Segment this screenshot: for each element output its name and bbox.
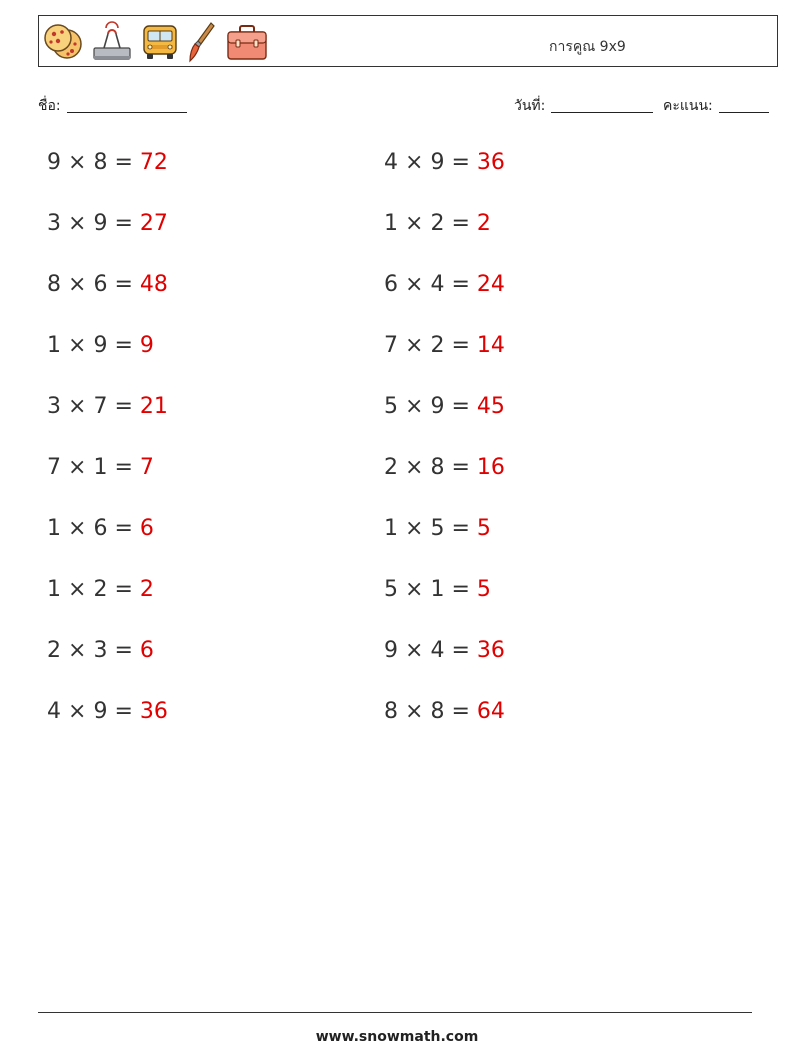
answer: 64: [476, 699, 505, 724]
times-sign: ×: [405, 516, 424, 541]
times-sign: ×: [68, 577, 87, 602]
factor-a: 5: [384, 577, 398, 602]
problem-item: [384, 699, 505, 724]
factor-b: 9: [93, 699, 108, 724]
name-label: ชื่อ:: [38, 98, 61, 114]
times-sign: ×: [68, 150, 87, 175]
date-field: [514, 95, 653, 117]
answer: 5: [476, 516, 491, 541]
problem-item: [47, 699, 168, 724]
problem-item: [47, 272, 168, 297]
problem-item: [384, 455, 505, 480]
answer: 16: [476, 455, 505, 480]
answer: 36: [139, 699, 168, 724]
equals-sign: =: [114, 394, 133, 419]
times-sign: ×: [405, 394, 424, 419]
problem-item: [384, 577, 491, 602]
problem-item: [47, 516, 154, 541]
factor-a: 7: [47, 455, 61, 480]
times-sign: ×: [68, 211, 87, 236]
problem-item: [47, 333, 154, 358]
factor-a: 1: [47, 333, 61, 358]
equals-sign: =: [451, 577, 470, 602]
problem-item: [47, 211, 168, 236]
answer: 6: [139, 516, 154, 541]
answer: 48: [139, 272, 168, 297]
equals-sign: =: [451, 272, 470, 297]
equals-sign: =: [114, 638, 133, 663]
answer: 36: [476, 150, 505, 175]
paintbrush-icon: [187, 20, 217, 64]
equals-sign: =: [451, 516, 470, 541]
problem-item: [47, 577, 154, 602]
factor-b: 9: [430, 394, 445, 419]
factor-b: 8: [430, 699, 445, 724]
factor-a: 5: [384, 394, 398, 419]
factor-a: 3: [47, 211, 61, 236]
factor-a: 6: [384, 272, 398, 297]
problem-item: [384, 333, 505, 358]
factor-a: 2: [47, 638, 61, 663]
problem-item: [384, 272, 505, 297]
times-sign: ×: [405, 333, 424, 358]
factor-b: 7: [93, 394, 108, 419]
factor-b: 1: [93, 455, 108, 480]
equals-sign: =: [114, 333, 133, 358]
factor-a: 9: [47, 150, 61, 175]
answer: 6: [139, 638, 154, 663]
answer: 36: [476, 638, 505, 663]
briefcase-icon: [225, 20, 269, 64]
equals-sign: =: [114, 272, 133, 297]
equals-sign: =: [451, 638, 470, 663]
problem-item: [384, 394, 505, 419]
equals-sign: =: [451, 699, 470, 724]
answer: 14: [476, 333, 505, 358]
score-label: คะแนน:: [663, 98, 713, 114]
equals-sign: =: [451, 333, 470, 358]
times-sign: ×: [68, 333, 87, 358]
worksheet-title: การคูณ 9x9: [549, 39, 626, 55]
name-blank[interactable]: [67, 98, 187, 113]
times-sign: ×: [405, 577, 424, 602]
times-sign: ×: [405, 638, 424, 663]
factor-a: 4: [384, 150, 398, 175]
times-sign: ×: [68, 699, 87, 724]
date-label: วันที่:: [514, 98, 546, 114]
equals-sign: =: [451, 150, 470, 175]
answer: 2: [139, 577, 154, 602]
problem-item: [47, 150, 168, 175]
factor-b: 6: [93, 516, 108, 541]
score-blank[interactable]: [719, 98, 769, 113]
equals-sign: =: [114, 150, 133, 175]
problem-item: [384, 211, 491, 236]
problem-item: [47, 638, 154, 663]
factor-b: 5: [430, 516, 445, 541]
problem-item: [384, 150, 505, 175]
times-sign: ×: [68, 516, 87, 541]
footer-url: www.snowmath.com: [315, 1029, 479, 1045]
factor-a: 2: [384, 455, 398, 480]
times-sign: ×: [405, 699, 424, 724]
times-sign: ×: [68, 394, 87, 419]
times-sign: ×: [405, 272, 424, 297]
factor-b: 2: [430, 333, 445, 358]
times-sign: ×: [405, 211, 424, 236]
equals-sign: =: [114, 455, 133, 480]
problem-item: [384, 516, 491, 541]
factor-b: 2: [93, 577, 108, 602]
problem-item: [47, 394, 168, 419]
equals-sign: =: [114, 699, 133, 724]
factor-a: 3: [47, 394, 61, 419]
factor-a: 1: [47, 577, 61, 602]
answer: 9: [139, 333, 154, 358]
factor-b: 2: [430, 211, 445, 236]
factor-a: 1: [384, 211, 398, 236]
factor-b: 8: [93, 150, 108, 175]
factor-a: 8: [47, 272, 61, 297]
factor-a: 4: [47, 699, 61, 724]
factor-a: 7: [384, 333, 398, 358]
header-box: [38, 15, 778, 67]
cookie-icon: [43, 20, 83, 64]
footer-divider: [38, 1012, 752, 1013]
factor-b: 9: [93, 211, 108, 236]
answer: 7: [139, 455, 154, 480]
binder-clip-icon: [91, 20, 133, 64]
times-sign: ×: [405, 455, 424, 480]
answer: 5: [476, 577, 491, 602]
answer: 27: [139, 211, 168, 236]
score-field: [663, 95, 769, 117]
times-sign: ×: [405, 150, 424, 175]
answer: 24: [476, 272, 505, 297]
problem-item: [47, 455, 154, 480]
equals-sign: =: [451, 394, 470, 419]
equals-sign: =: [114, 577, 133, 602]
factor-b: 3: [93, 638, 108, 663]
factor-b: 9: [93, 333, 108, 358]
equals-sign: =: [114, 211, 133, 236]
times-sign: ×: [68, 455, 87, 480]
header-icons: [43, 20, 269, 64]
times-sign: ×: [68, 638, 87, 663]
factor-b: 9: [430, 150, 445, 175]
answer: 72: [139, 150, 168, 175]
factor-a: 1: [384, 516, 398, 541]
equals-sign: =: [451, 211, 470, 236]
factor-b: 4: [430, 272, 445, 297]
factor-a: 1: [47, 516, 61, 541]
times-sign: ×: [68, 272, 87, 297]
answer: 45: [476, 394, 505, 419]
equals-sign: =: [114, 516, 133, 541]
factor-b: 6: [93, 272, 108, 297]
answer: 21: [139, 394, 168, 419]
factor-b: 4: [430, 638, 445, 663]
school-bus-icon: [141, 20, 179, 64]
factor-b: 1: [430, 577, 445, 602]
problem-item: [384, 638, 505, 663]
equals-sign: =: [451, 455, 470, 480]
factor-a: 8: [384, 699, 398, 724]
date-blank[interactable]: [551, 98, 653, 113]
factor-b: 8: [430, 455, 445, 480]
name-field: [38, 95, 187, 117]
factor-a: 9: [384, 638, 398, 663]
answer: 2: [476, 211, 491, 236]
